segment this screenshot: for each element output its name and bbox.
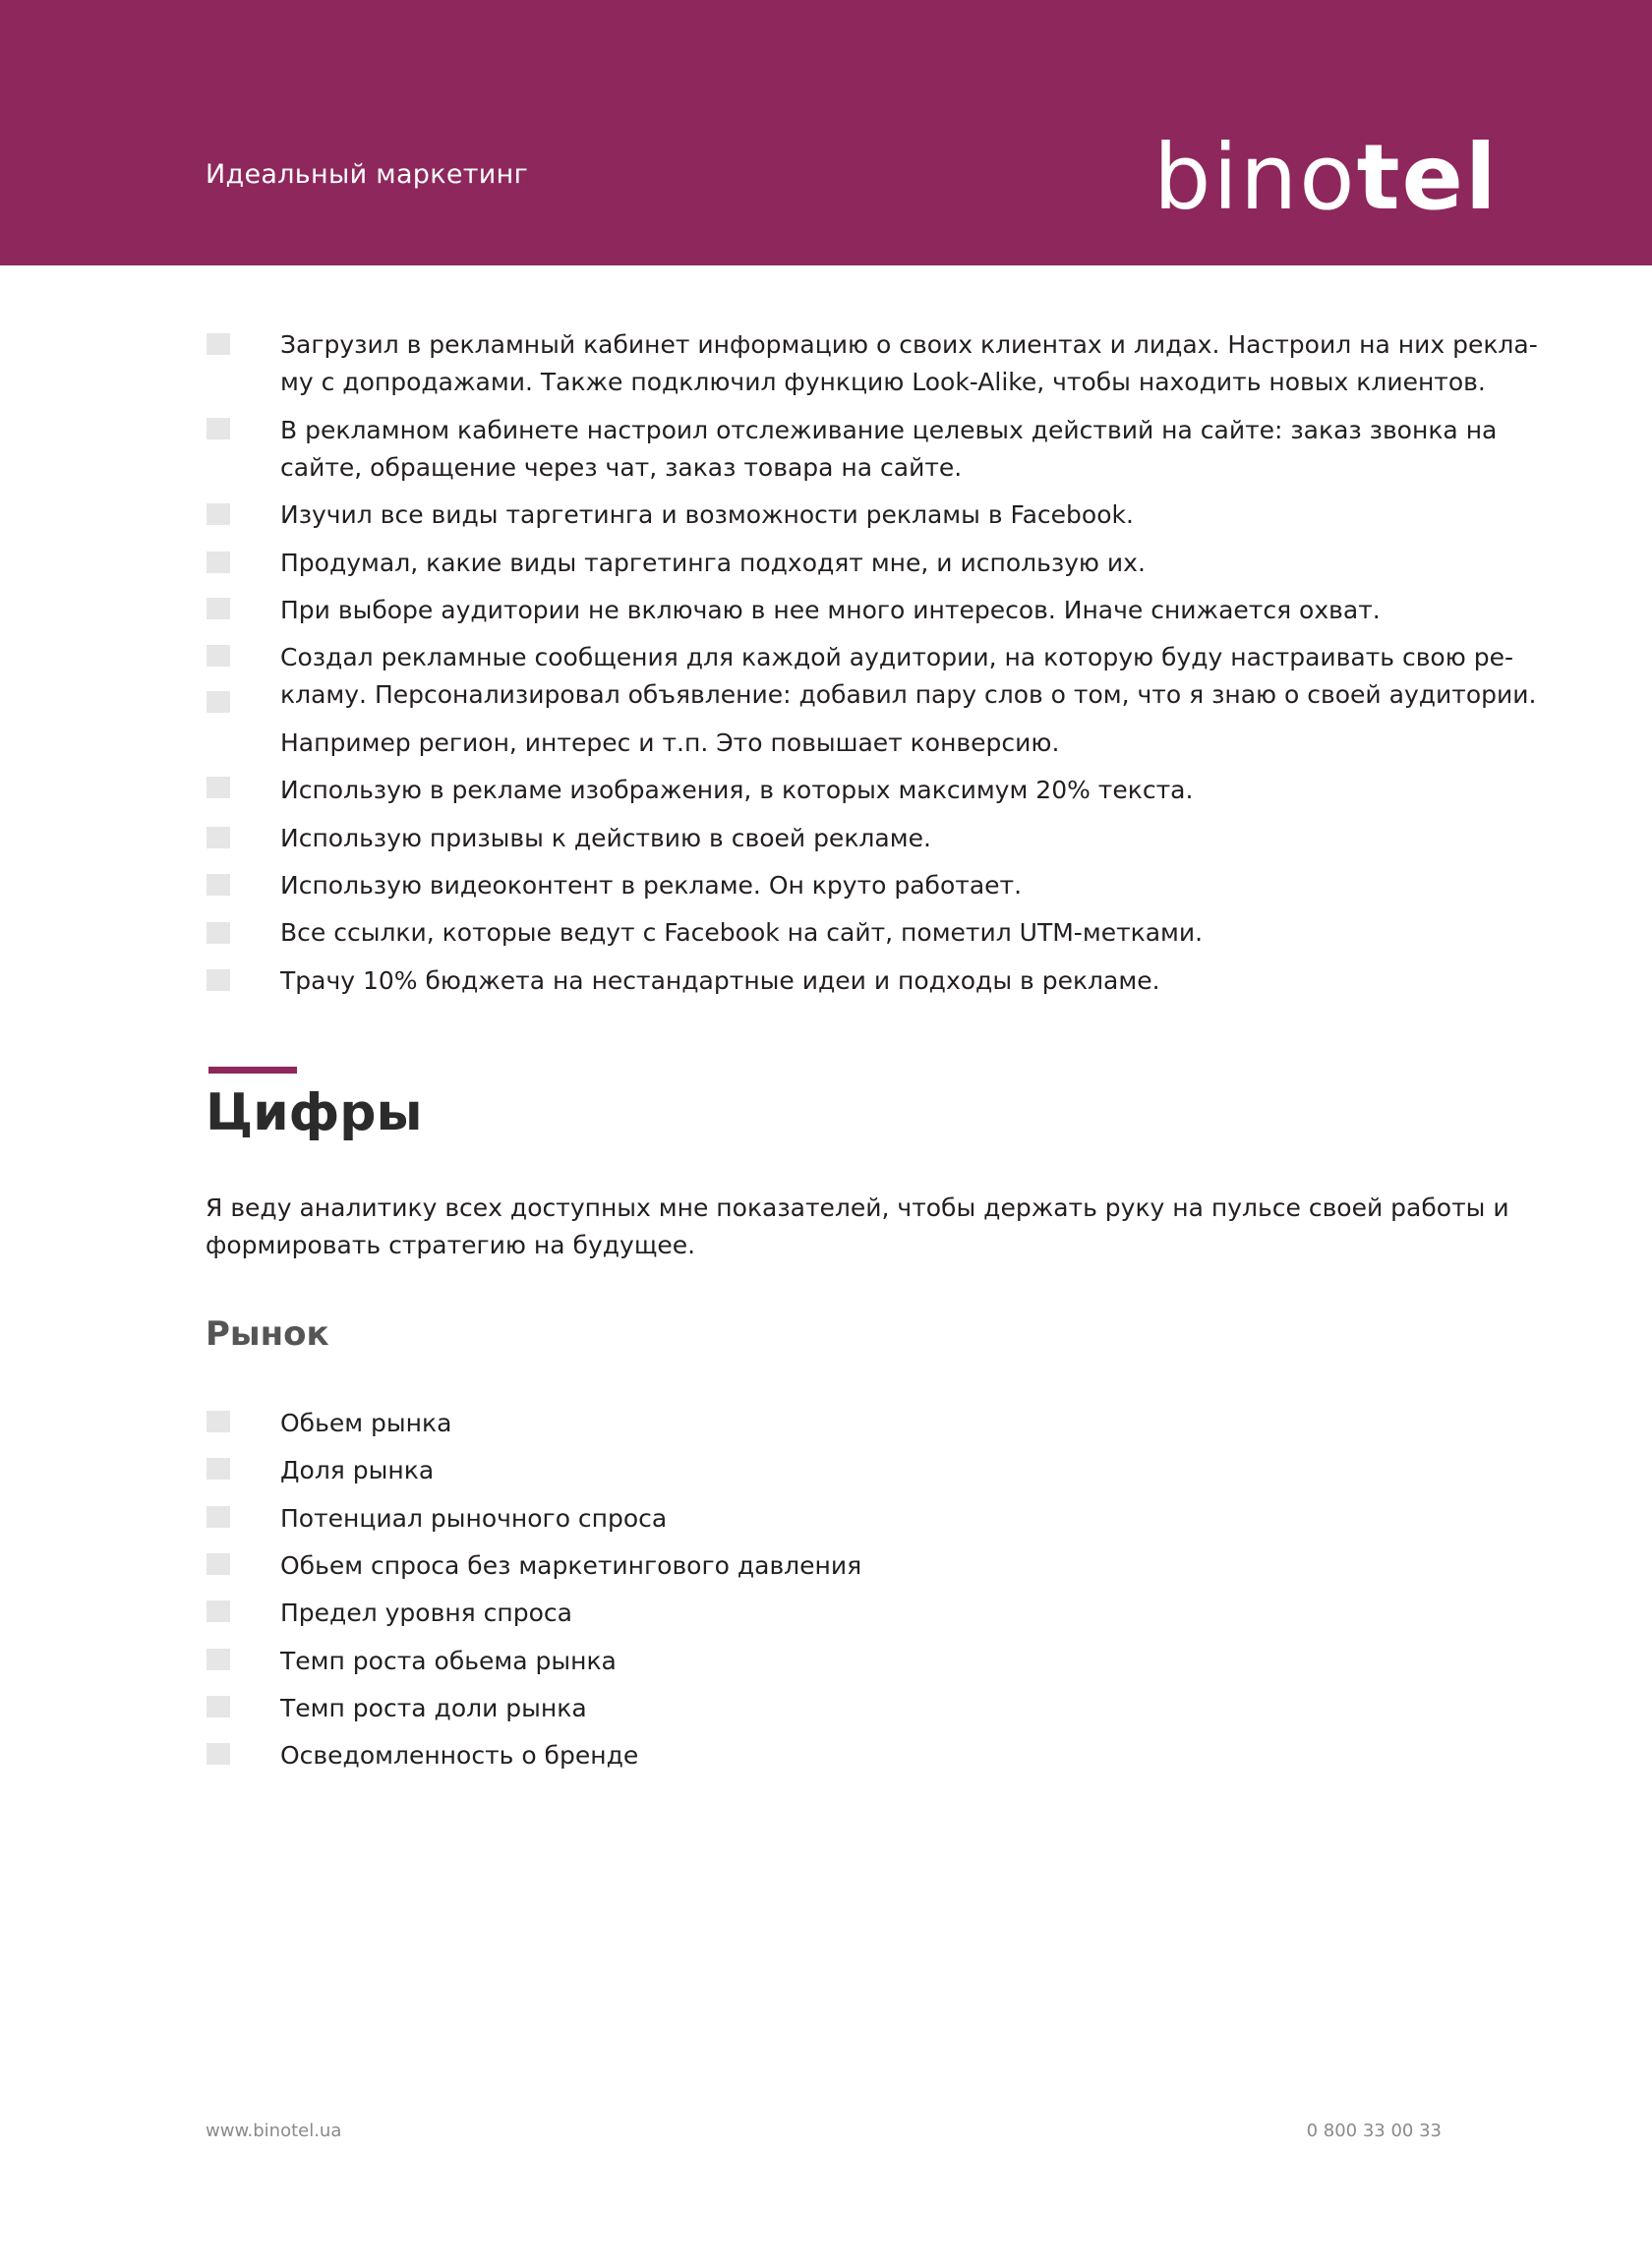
checklist-line: Создал рекламные сообщения для каждой аудитории, на которую буду настраивать свою ре- (280, 643, 1513, 671)
checkbox[interactable] (206, 1458, 230, 1480)
market-item: Темп роста доли рынка (280, 1694, 587, 1722)
market-item: Предел уровня спроса (280, 1599, 572, 1627)
checklist-line: Например регион, интерес и т.п. Это повышает конверсию. (280, 728, 1060, 757)
market-item: Доля рынка (280, 1456, 435, 1484)
checkbox[interactable] (206, 645, 230, 667)
checkbox[interactable] (206, 691, 230, 713)
checkbox[interactable] (206, 1506, 230, 1528)
checkbox[interactable] (206, 777, 230, 798)
checklist-line: Продумал, какие виды таргетинга подходят мне, и использую их. (280, 549, 1146, 577)
market-item: Темп роста обьема рынка (280, 1647, 617, 1675)
checkbox[interactable] (206, 333, 230, 355)
checkbox[interactable] (206, 922, 230, 944)
checklist-line: сайте, обращение через чат, заказ товара на сайте. (280, 453, 963, 482)
checklist-line: му с допродажами. Также подключил функцию Look-Alike, чтобы находить новых клиентов. (280, 368, 1486, 396)
checklist-line: Использую видеоконтент в рекламе. Он круто работает. (280, 871, 1023, 900)
checklist-line: При выборе аудитории не включаю в нее много интересов. Иначе снижается охват. (280, 596, 1381, 624)
section-accent-bar (208, 1067, 297, 1074)
binotel-logo (1153, 125, 1499, 230)
checkbox[interactable] (206, 1600, 230, 1622)
checklist-line: Использую призывы к действию в своей рекламе. (280, 824, 931, 852)
market-item: Обьем рынка (280, 1409, 452, 1437)
checklist-line: Трачу 10% бюджета на нестандартные идеи и подходы в рекламе. (280, 966, 1160, 995)
checkbox[interactable] (206, 969, 230, 991)
intro-line: Я веду аналитику всех доступных мне показателей, чтобы держать руку на пульсе своей работы и (206, 1193, 1509, 1222)
checklist-line: Использую в рекламе изображения, в которых максимум 20% текста. (280, 776, 1194, 804)
checkbox[interactable] (206, 598, 230, 619)
intro-line: формировать стратегию на будущее. (206, 1231, 696, 1259)
checkbox[interactable] (206, 503, 230, 525)
checklist-line: В рекламном кабинете настроил отслеживание целевых действий на сайте: заказ звонка на (280, 416, 1498, 444)
section-title: Цифры (206, 1083, 423, 1142)
checkbox[interactable] (206, 552, 230, 573)
checkbox[interactable] (206, 1696, 230, 1717)
checklist-line: Все ссылки, которые ведут с Facebook на сайт, пометил UTM-метками. (280, 918, 1204, 947)
checkbox[interactable] (206, 1743, 230, 1765)
checklist-line: Загрузил в рекламный кабинет информацию о своих клиентах и лидах. Настроил на них рекла- (280, 330, 1538, 359)
checklist-line: кламу. Персонализировал объявление: добавил пару слов о том, что я знаю о своей аудитории. (280, 680, 1537, 709)
market-title: Рынок (206, 1314, 329, 1354)
market-item: Потенциал рыночного спроса (280, 1504, 668, 1533)
logo-text-bold: tel (1356, 125, 1499, 230)
footer-phone: 0 800 33 00 33 (1306, 2121, 1442, 2141)
checkbox[interactable] (206, 874, 230, 896)
checkbox[interactable] (206, 1411, 230, 1432)
checkbox[interactable] (206, 1649, 230, 1670)
market-item: Обьем спроса без маркетингового давления (280, 1551, 862, 1580)
checkbox[interactable] (206, 827, 230, 848)
page-header (0, 0, 1652, 265)
checklist-line: Изучил все виды таргетинга и возможности рекламы в Facebook. (280, 500, 1134, 529)
header-title: Идеальный маркетинг (206, 159, 529, 190)
logo-text-light: bino (1153, 125, 1357, 230)
checkbox[interactable] (206, 1553, 230, 1575)
market-item: Осведомленность о бренде (280, 1741, 639, 1770)
checkbox[interactable] (206, 418, 230, 439)
footer-website-link[interactable]: www.binotel.ua (206, 2121, 342, 2141)
section-intro (206, 1190, 1509, 1264)
